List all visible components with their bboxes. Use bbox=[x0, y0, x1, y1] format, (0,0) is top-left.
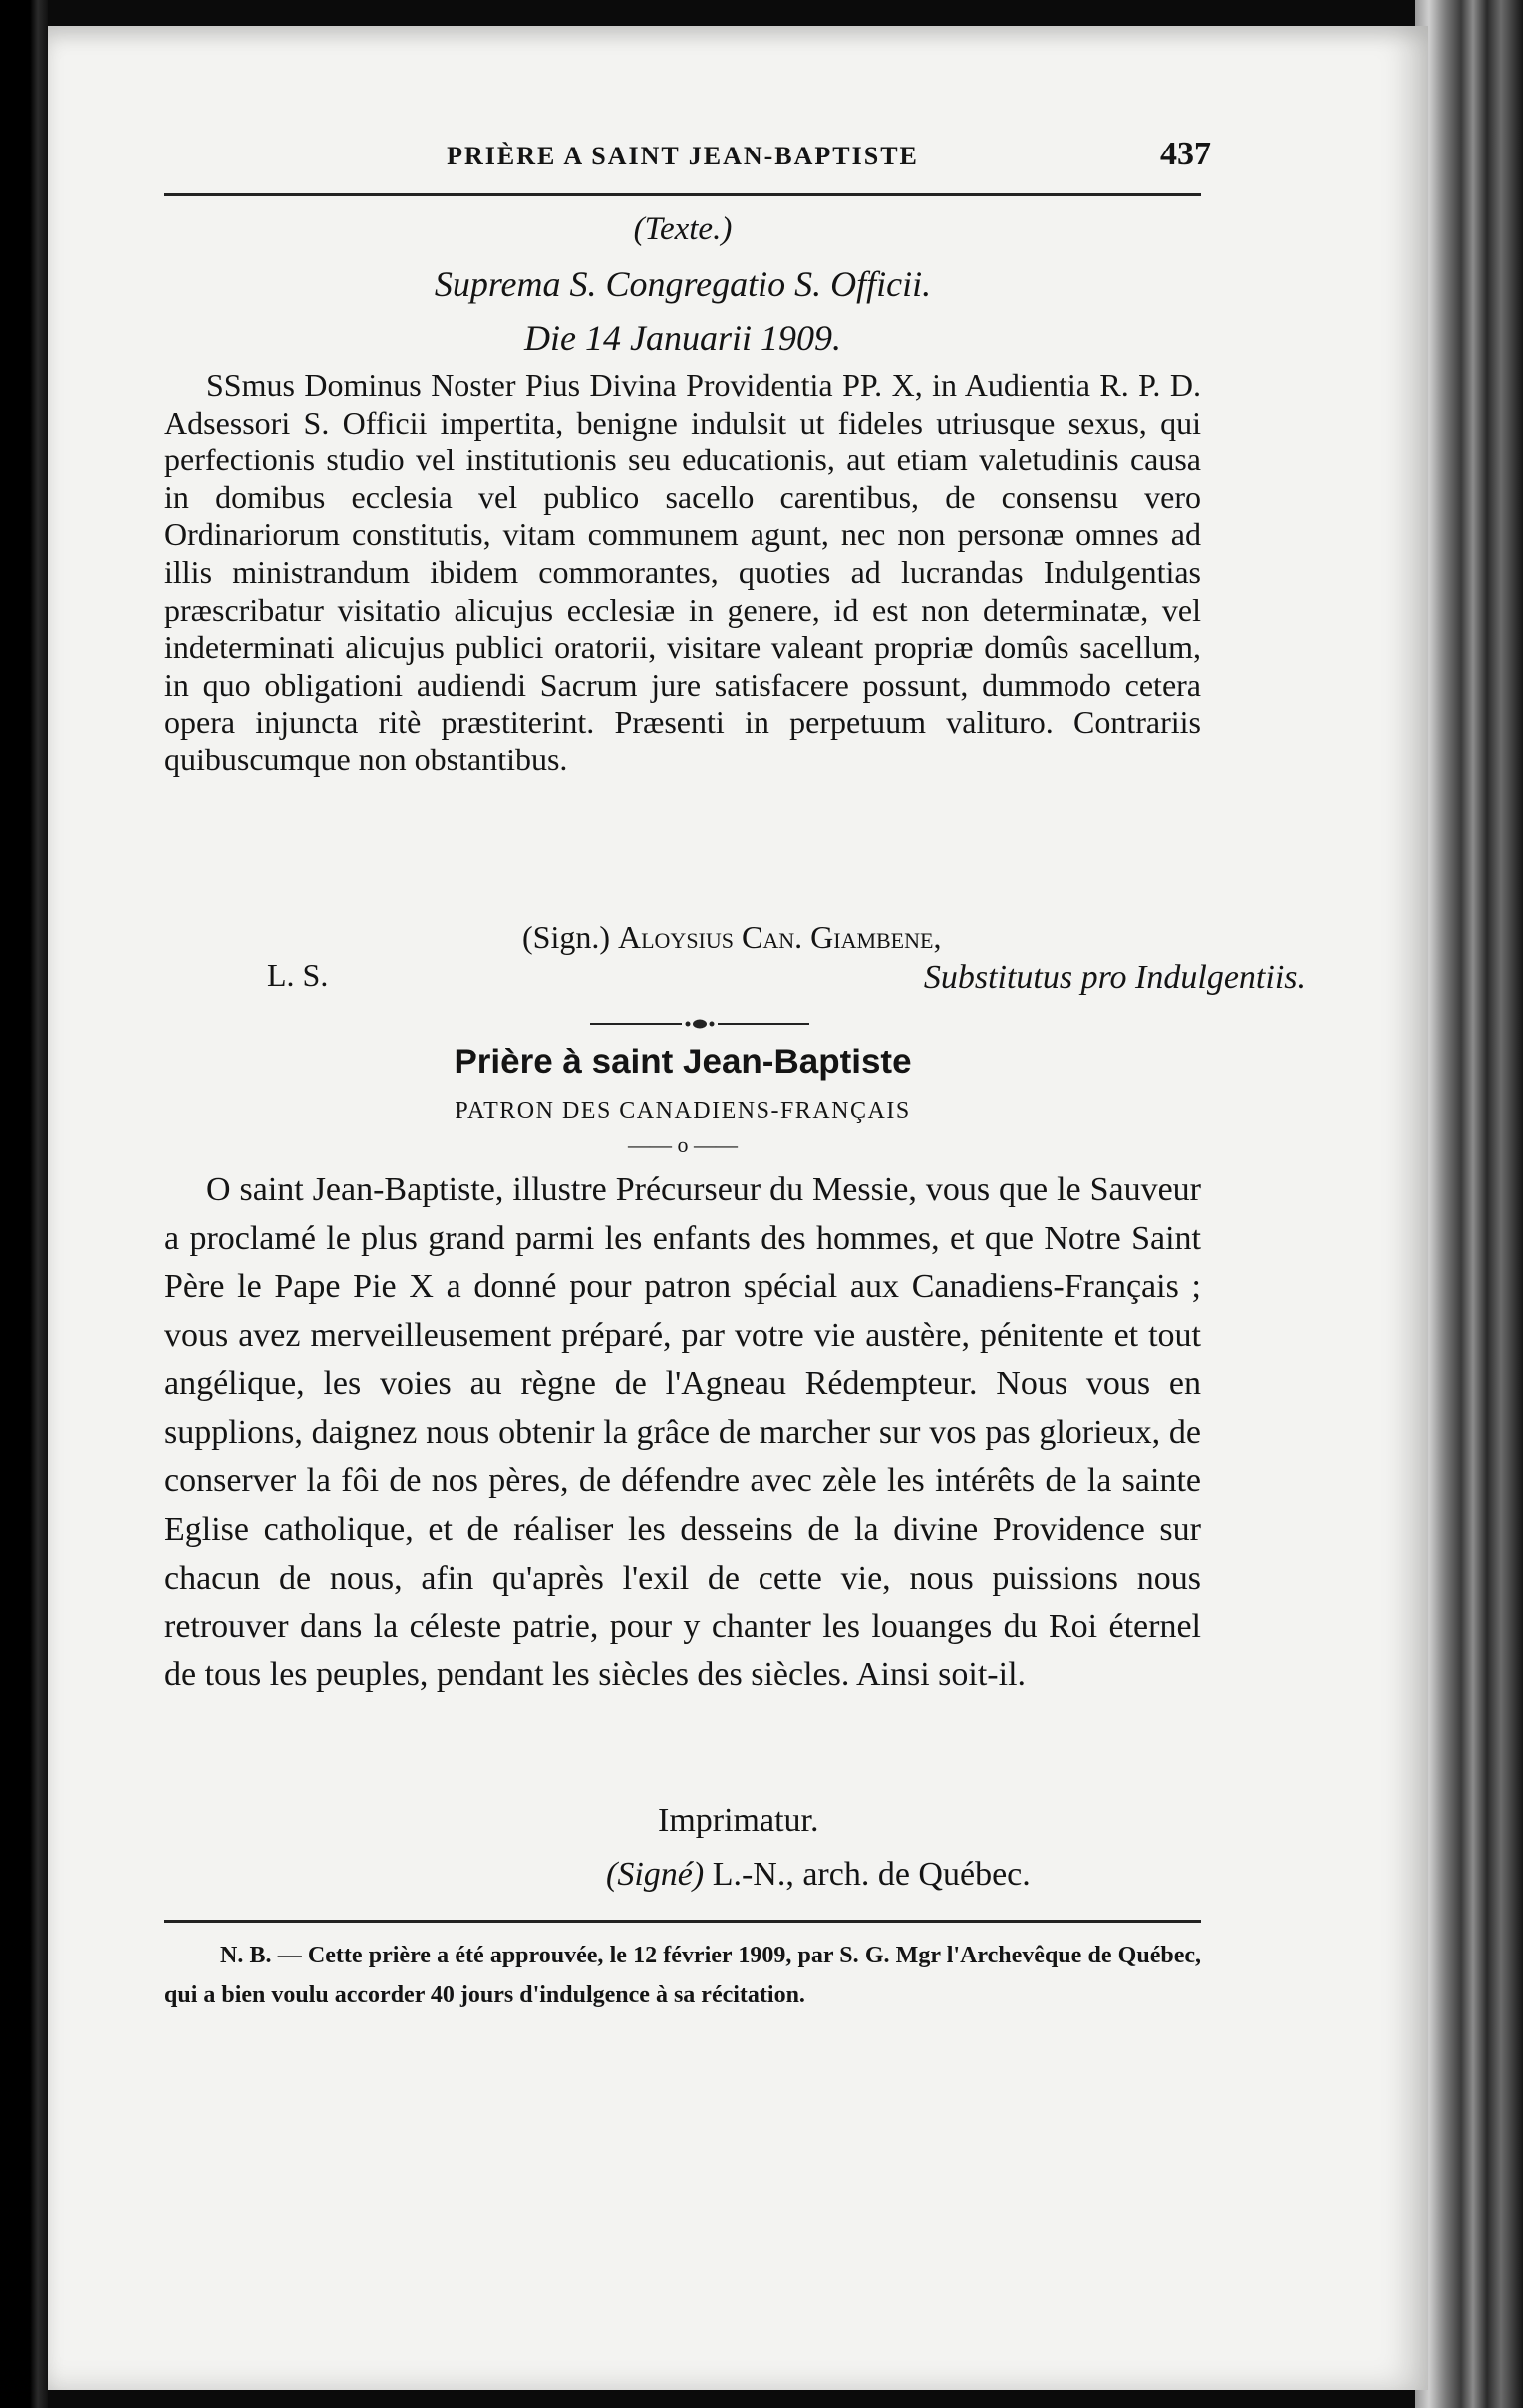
archbishop-name: L.-N., arch. de Québec. bbox=[712, 1856, 1031, 1893]
seal-mark: L. S. bbox=[267, 957, 329, 993]
sign-prefix: (Sign.) bbox=[522, 919, 610, 955]
decree-date: Die 14 Januarii 1909. bbox=[524, 318, 841, 358]
footnote-rule bbox=[164, 1920, 1201, 1923]
signatory-name: Aloysius Can. Giambene, bbox=[618, 919, 942, 955]
running-header bbox=[164, 112, 1211, 183]
scan-right-border bbox=[1415, 0, 1523, 2408]
footnote: N. B. — Cette prière a été approuvée, le 12 février 1909, par S. G. Mgr l'Archevêque de Québec, qui a bien voulu accorder 40 jours d'indulgence à sa récitation. bbox=[164, 1943, 1201, 2008]
texte-label: (Texte.) bbox=[633, 211, 733, 247]
header-rule bbox=[164, 193, 1201, 196]
prayer-title: Prière à saint Jean-Baptiste bbox=[454, 1043, 912, 1081]
prayer-subtitle: PATRON DES CANADIENS-FRANÇAIS bbox=[455, 1098, 911, 1124]
signe-prefix: (Signé) bbox=[606, 1856, 705, 1893]
imprimatur-line: Imprimatur. bbox=[658, 1802, 819, 1839]
running-title: PRIÈRE A SAINT JEAN-BAPTISTE bbox=[447, 142, 919, 170]
decree-signature-line bbox=[522, 919, 941, 956]
decree-body: SSmus Dominus Noster Pius Divina Providentia PP. X, in Audientia R. P. D. Adsessori S. Officii impertita, benigne indulsit ut fideles utriusque sexus, qui perfectionis studio vel institutionis seu educationis, aut etiam valetudinis causa in domibus ecclesia vel publico sacello carentibus, de consensu vero Ordinariorum constitutis, vitam communem agunt, nec non personæ omnes ad illis ministrandum ibidem commorantes, quoties ad lucrandas Indulgentias præscribatur visitatio alicujus ecclesiæ in genere, id est non determinatæ, vel indeterminati alicujus publici oratorii, visitare valeant propriæ domûs sacellum, in quo obligationi audiendi Sacrum jure satisfacere possunt, dummodo cetera opera injuncta ritè præstiterint. Præsenti in perpetuum valituro. Contrariis quibuscumque non obstantibus. bbox=[164, 367, 1201, 777]
signe-line bbox=[606, 1856, 1031, 1894]
congregation-line: Suprema S. Congregatio S. Officii. bbox=[434, 264, 932, 304]
prayer-separator: —— o —— bbox=[628, 1132, 738, 1157]
signatory-title: Substitutus pro Indulgentiis. bbox=[923, 959, 1306, 996]
scan-left-border bbox=[0, 0, 48, 2408]
prayer-body: O saint Jean-Baptiste, illustre Précurseur du Messie, vous que le Sauveur a proclamé le plus grand parmi les enfants des hommes, et que Notre Saint Père le Pape Pie X a donné pour patron spécial aux Canadiens-Français ; vous avez merveilleusement préparé, par votre vie austère, pénitente et tout angélique, les voies au règne de l'Agneau Rédempteur. Nous vous en supplions, daignez nous obtenir la grâce de marcher sur vos pas glorieux, de conserver la fôi de nos pères, de défendre avec zèle les intérêts de la sainte Eglise catholique, et de réaliser les desseins de la divine Providence sur chacun de nous, afin qu'après l'exil de cette vie, nous puissions nous retrouver dans la céleste patrie, pour y chanter les louanges du Roi éternel de tous les peuples, pendant les siècles des siècles. Ainsi soit-il. bbox=[164, 1171, 1201, 1694]
page-number: 437 bbox=[1160, 136, 1211, 172]
section-ornament bbox=[590, 1017, 809, 1031]
